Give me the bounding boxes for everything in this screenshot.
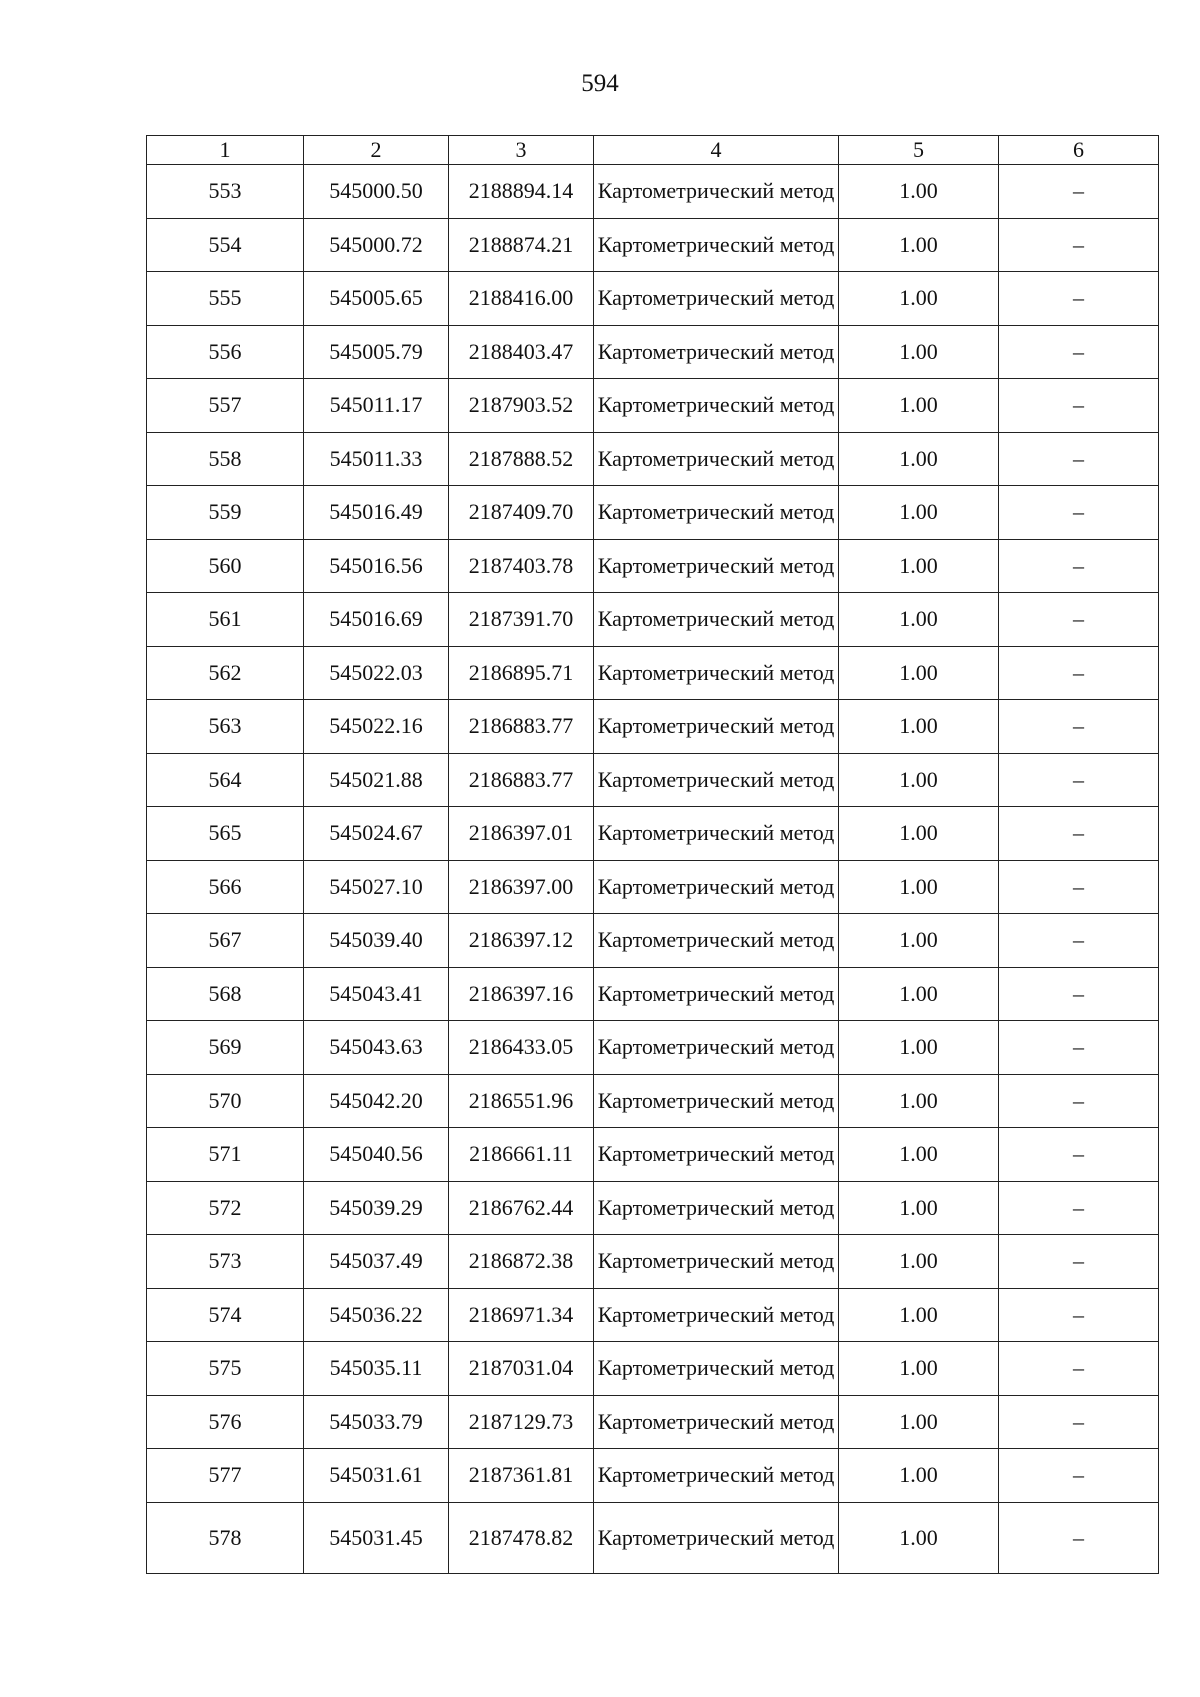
y-coordinate-cell: 2186883.77 [449, 700, 594, 754]
accuracy-cell: 1.00 [839, 1021, 999, 1075]
x-coordinate-cell: 545016.69 [304, 593, 449, 647]
method-cell: Картометрический метод [594, 1128, 839, 1182]
point-number-cell: 554 [147, 218, 304, 272]
x-coordinate-cell: 545011.33 [304, 432, 449, 486]
accuracy-cell: 1.00 [839, 593, 999, 647]
x-coordinate-cell: 545033.79 [304, 1395, 449, 1449]
accuracy-cell: 1.00 [839, 1449, 999, 1503]
page-number: 594 [581, 70, 619, 97]
table-row [147, 432, 1159, 486]
table-row [147, 593, 1159, 647]
accuracy-cell: 1.00 [839, 1128, 999, 1182]
note-cell: – [999, 807, 1159, 861]
table-row [147, 379, 1159, 433]
table-row [147, 1449, 1159, 1503]
table-row [147, 218, 1159, 272]
x-coordinate-cell: 545043.41 [304, 967, 449, 1021]
note-cell: – [999, 165, 1159, 219]
x-coordinate-cell: 545011.17 [304, 379, 449, 433]
point-number-cell: 561 [147, 593, 304, 647]
x-coordinate-cell: 545005.65 [304, 272, 449, 326]
x-coordinate-cell: 545035.11 [304, 1342, 449, 1396]
table-row [147, 1128, 1159, 1182]
x-coordinate-cell: 545005.79 [304, 325, 449, 379]
accuracy-cell: 1.00 [839, 1502, 999, 1573]
method-cell: Картометрический метод [594, 432, 839, 486]
point-number-cell: 568 [147, 967, 304, 1021]
y-coordinate-cell: 2187031.04 [449, 1342, 594, 1396]
note-cell: – [999, 646, 1159, 700]
x-coordinate-cell: 545016.49 [304, 486, 449, 540]
point-number-cell: 570 [147, 1074, 304, 1128]
x-coordinate-cell: 545037.49 [304, 1235, 449, 1289]
method-cell: Картометрический метод [594, 753, 839, 807]
accuracy-cell: 1.00 [839, 432, 999, 486]
table-row [147, 539, 1159, 593]
note-cell: – [999, 379, 1159, 433]
accuracy-cell: 1.00 [839, 1342, 999, 1396]
method-cell: Картометрический метод [594, 1074, 839, 1128]
accuracy-cell: 1.00 [839, 1395, 999, 1449]
method-cell: Картометрический метод [594, 914, 839, 968]
column-header: 4 [594, 136, 839, 165]
y-coordinate-cell: 2186762.44 [449, 1181, 594, 1235]
y-coordinate-cell: 2186551.96 [449, 1074, 594, 1128]
table-row [147, 914, 1159, 968]
method-cell: Картометрический метод [594, 967, 839, 1021]
point-number-cell: 576 [147, 1395, 304, 1449]
table-row [147, 967, 1159, 1021]
method-cell: Картометрический метод [594, 379, 839, 433]
point-number-cell: 557 [147, 379, 304, 433]
note-cell: – [999, 1288, 1159, 1342]
note-cell: – [999, 272, 1159, 326]
note-cell: – [999, 753, 1159, 807]
y-coordinate-cell: 2188874.21 [449, 218, 594, 272]
y-coordinate-cell: 2186397.01 [449, 807, 594, 861]
table-row [147, 807, 1159, 861]
column-header: 1 [147, 136, 304, 165]
table-row [147, 272, 1159, 326]
note-cell: – [999, 700, 1159, 754]
table-row [147, 860, 1159, 914]
note-cell: – [999, 967, 1159, 1021]
y-coordinate-cell: 2186397.12 [449, 914, 594, 968]
point-number-cell: 553 [147, 165, 304, 219]
point-number-cell: 577 [147, 1449, 304, 1503]
note-cell: – [999, 1449, 1159, 1503]
table-body [147, 165, 1159, 1574]
accuracy-cell: 1.00 [839, 967, 999, 1021]
y-coordinate-cell: 2187129.73 [449, 1395, 594, 1449]
method-cell: Картометрический метод [594, 272, 839, 326]
method-cell: Картометрический метод [594, 700, 839, 754]
x-coordinate-cell: 545000.50 [304, 165, 449, 219]
y-coordinate-cell: 2186397.00 [449, 860, 594, 914]
note-cell: – [999, 486, 1159, 540]
x-coordinate-cell: 545031.61 [304, 1449, 449, 1503]
note-cell: – [999, 1502, 1159, 1573]
point-number-cell: 560 [147, 539, 304, 593]
x-coordinate-cell: 545022.16 [304, 700, 449, 754]
column-header: 3 [449, 136, 594, 165]
point-number-cell: 571 [147, 1128, 304, 1182]
method-cell: Картометрический метод [594, 646, 839, 700]
point-number-cell: 559 [147, 486, 304, 540]
y-coordinate-cell: 2187403.78 [449, 539, 594, 593]
note-cell: – [999, 1074, 1159, 1128]
y-coordinate-cell: 2187478.82 [449, 1502, 594, 1573]
table-row [147, 700, 1159, 754]
note-cell: – [999, 1181, 1159, 1235]
coordinates-table [146, 135, 1159, 1574]
accuracy-cell: 1.00 [839, 807, 999, 861]
table-row [147, 1395, 1159, 1449]
accuracy-cell: 1.00 [839, 486, 999, 540]
y-coordinate-cell: 2187903.52 [449, 379, 594, 433]
y-coordinate-cell: 2186971.34 [449, 1288, 594, 1342]
method-cell: Картометрический метод [594, 1021, 839, 1075]
note-cell: – [999, 218, 1159, 272]
point-number-cell: 555 [147, 272, 304, 326]
note-cell: – [999, 1235, 1159, 1289]
point-number-cell: 567 [147, 914, 304, 968]
table-row [147, 753, 1159, 807]
x-coordinate-cell: 545022.03 [304, 646, 449, 700]
accuracy-cell: 1.00 [839, 1288, 999, 1342]
accuracy-cell: 1.00 [839, 165, 999, 219]
point-number-cell: 572 [147, 1181, 304, 1235]
method-cell: Картометрический метод [594, 486, 839, 540]
table-row [147, 1181, 1159, 1235]
point-number-cell: 569 [147, 1021, 304, 1075]
column-header: 5 [839, 136, 999, 165]
y-coordinate-cell: 2188403.47 [449, 325, 594, 379]
accuracy-cell: 1.00 [839, 379, 999, 433]
accuracy-cell: 1.00 [839, 1235, 999, 1289]
y-coordinate-cell: 2186872.38 [449, 1235, 594, 1289]
accuracy-cell: 1.00 [839, 218, 999, 272]
x-coordinate-cell: 545016.56 [304, 539, 449, 593]
table-row [147, 1288, 1159, 1342]
note-cell: – [999, 914, 1159, 968]
method-cell: Картометрический метод [594, 807, 839, 861]
method-cell: Картометрический метод [594, 1288, 839, 1342]
x-coordinate-cell: 545000.72 [304, 218, 449, 272]
accuracy-cell: 1.00 [839, 753, 999, 807]
method-cell: Картометрический метод [594, 218, 839, 272]
accuracy-cell: 1.00 [839, 700, 999, 754]
note-cell: – [999, 593, 1159, 647]
table-row [147, 165, 1159, 219]
method-cell: Картометрический метод [594, 1181, 839, 1235]
x-coordinate-cell: 545021.88 [304, 753, 449, 807]
x-coordinate-cell: 545039.40 [304, 914, 449, 968]
accuracy-cell: 1.00 [839, 325, 999, 379]
table-row [147, 1502, 1159, 1573]
point-number-cell: 574 [147, 1288, 304, 1342]
point-number-cell: 558 [147, 432, 304, 486]
point-number-cell: 565 [147, 807, 304, 861]
table-row [147, 1021, 1159, 1075]
point-number-cell: 562 [147, 646, 304, 700]
note-cell: – [999, 1395, 1159, 1449]
x-coordinate-cell: 545024.67 [304, 807, 449, 861]
y-coordinate-cell: 2187409.70 [449, 486, 594, 540]
point-number-cell: 575 [147, 1342, 304, 1396]
table-row [147, 1235, 1159, 1289]
point-number-cell: 564 [147, 753, 304, 807]
note-cell: – [999, 325, 1159, 379]
y-coordinate-cell: 2186661.11 [449, 1128, 594, 1182]
x-coordinate-cell: 545036.22 [304, 1288, 449, 1342]
accuracy-cell: 1.00 [839, 1181, 999, 1235]
note-cell: – [999, 432, 1159, 486]
point-number-cell: 563 [147, 700, 304, 754]
table-row [147, 1342, 1159, 1396]
table-row [147, 646, 1159, 700]
y-coordinate-cell: 2186397.16 [449, 967, 594, 1021]
y-coordinate-cell: 2187391.70 [449, 593, 594, 647]
accuracy-cell: 1.00 [839, 914, 999, 968]
y-coordinate-cell: 2188416.00 [449, 272, 594, 326]
accuracy-cell: 1.00 [839, 860, 999, 914]
note-cell: – [999, 539, 1159, 593]
method-cell: Картометрический метод [594, 1395, 839, 1449]
table-row [147, 325, 1159, 379]
point-number-cell: 578 [147, 1502, 304, 1573]
method-cell: Картометрический метод [594, 1449, 839, 1503]
table-row [147, 1074, 1159, 1128]
y-coordinate-cell: 2187361.81 [449, 1449, 594, 1503]
x-coordinate-cell: 545040.56 [304, 1128, 449, 1182]
x-coordinate-cell: 545039.29 [304, 1181, 449, 1235]
x-coordinate-cell: 545027.10 [304, 860, 449, 914]
x-coordinate-cell: 545043.63 [304, 1021, 449, 1075]
accuracy-cell: 1.00 [839, 272, 999, 326]
method-cell: Картометрический метод [594, 325, 839, 379]
accuracy-cell: 1.00 [839, 1074, 999, 1128]
note-cell: – [999, 1128, 1159, 1182]
y-coordinate-cell: 2186895.71 [449, 646, 594, 700]
note-cell: – [999, 1342, 1159, 1396]
method-cell: Картометрический метод [594, 860, 839, 914]
y-coordinate-cell: 2187888.52 [449, 432, 594, 486]
column-header: 2 [304, 136, 449, 165]
point-number-cell: 566 [147, 860, 304, 914]
point-number-cell: 573 [147, 1235, 304, 1289]
method-cell: Картометрический метод [594, 1342, 839, 1396]
method-cell: Картометрический метод [594, 593, 839, 647]
column-header: 6 [999, 136, 1159, 165]
table-header-row [147, 136, 1159, 165]
point-number-cell: 556 [147, 325, 304, 379]
accuracy-cell: 1.00 [839, 646, 999, 700]
note-cell: – [999, 860, 1159, 914]
table-row [147, 486, 1159, 540]
method-cell: Картометрический метод [594, 1502, 839, 1573]
method-cell: Картометрический метод [594, 539, 839, 593]
y-coordinate-cell: 2186433.05 [449, 1021, 594, 1075]
note-cell: – [999, 1021, 1159, 1075]
accuracy-cell: 1.00 [839, 539, 999, 593]
method-cell: Картометрический метод [594, 1235, 839, 1289]
y-coordinate-cell: 2188894.14 [449, 165, 594, 219]
y-coordinate-cell: 2186883.77 [449, 753, 594, 807]
x-coordinate-cell: 545042.20 [304, 1074, 449, 1128]
method-cell: Картометрический метод [594, 165, 839, 219]
x-coordinate-cell: 545031.45 [304, 1502, 449, 1573]
